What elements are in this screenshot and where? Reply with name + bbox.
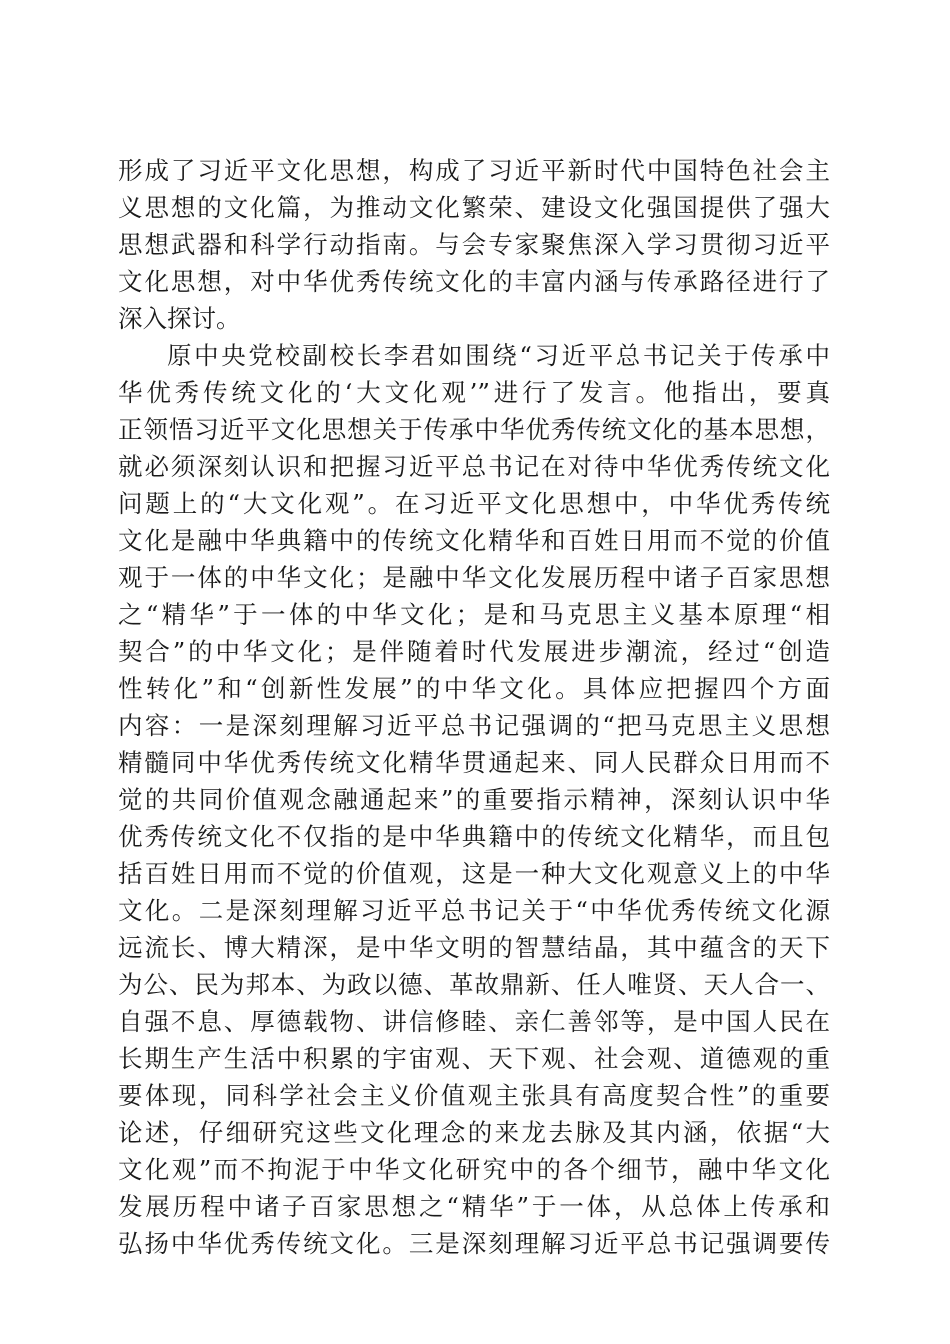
text-line: 文化是融中华典籍中的传统文化精华和百姓日用而不觉的价值 — [118, 526, 830, 555]
paragraph-2 — [118, 337, 830, 1262]
text-line: 文化观”而不拘泥于中华文化研究中的各个细节，融中华文化 — [118, 1155, 830, 1184]
text-line: 性转化”和“创新性发展”的中华文化。具体应把握四个方面 — [118, 674, 830, 703]
text-line: 华优秀传统文化的‘大文化观’”进行了发言。他指出，要真 — [118, 378, 830, 407]
text-line: 优秀传统文化不仅指的是中华典籍中的传统文化精华，而且包 — [118, 822, 830, 851]
text-line: 长期生产生活中积累的宇宙观、天下观、社会观、道德观的重 — [118, 1044, 830, 1073]
text-line: 文化。二是深刻理解习近平总书记关于“中华优秀传统文化源 — [118, 896, 830, 925]
document-body — [118, 152, 830, 1262]
text-line: 就必须深刻认识和把握习近平总书记在对待中华优秀传统文化 — [118, 452, 830, 481]
text-line: 远流长、博大精深，是中华文明的智慧结晶，其中蕴含的天下 — [118, 933, 830, 962]
text-line: 正领悟习近平文化思想关于传承中华优秀传统文化的基本思想， — [118, 415, 830, 444]
text-line: 观于一体的中华文化；是融中华文化发展历程中诸子百家思想 — [118, 563, 830, 592]
paragraph-1 — [118, 152, 830, 337]
text-line: 论述，仔细研究这些文化理念的来龙去脉及其内涵，依据“大 — [118, 1118, 830, 1147]
text-line: 要体现，同科学社会主义价值观主张具有高度契合性”的重要 — [118, 1081, 830, 1110]
text-line: 文化思想，对中华优秀传统文化的丰富内涵与传承路径进行了 — [118, 267, 830, 296]
text-line: 思想武器和科学行动指南。与会专家聚焦深入学习贯彻习近平 — [118, 230, 830, 259]
text-line: 为公、民为邦本、为政以德、革故鼎新、任人唯贤、天人合一、 — [118, 970, 830, 999]
text-line: 问题上的“大文化观”。在习近平文化思想中，中华优秀传统 — [118, 489, 830, 518]
text-line: 内容：一是深刻理解习近平总书记强调的“把马克思主义思想 — [118, 711, 830, 740]
text-line: 自强不息、厚德载物、讲信修睦、亲仁善邻等，是中国人民在 — [118, 1007, 830, 1036]
text-line: 形成了习近平文化思想，构成了习近平新时代中国特色社会主 — [118, 156, 830, 185]
text-line: 发展历程中诸子百家思想之“精华”于一体，从总体上传承和 — [118, 1192, 830, 1221]
text-line: 弘扬中华优秀传统文化。三是深刻理解习近平总书记强调要传 — [118, 1229, 830, 1258]
text-line: 之“精华”于一体的中华文化；是和马克思主义基本原理“相 — [118, 600, 830, 629]
text-line: 原中央党校副校长李君如围绕“习近平总书记关于传承中 — [167, 341, 830, 370]
text-line: 括百姓日用而不觉的价值观，这是一种大文化观意义上的中华 — [118, 859, 830, 888]
text-line: 深入探讨。 — [118, 304, 241, 333]
text-line: 精髓同中华优秀传统文化精华贯通起来、同人民群众日用而不 — [118, 748, 830, 777]
text-line: 义思想的文化篇，为推动文化繁荣、建设文化强国提供了强大 — [118, 193, 830, 222]
text-line: 觉的共同价值观念融通起来”的重要指示精神，深刻认识中华 — [118, 785, 830, 814]
text-line: 契合”的中华文化；是伴随着时代发展进步潮流，经过“创造 — [118, 637, 830, 666]
